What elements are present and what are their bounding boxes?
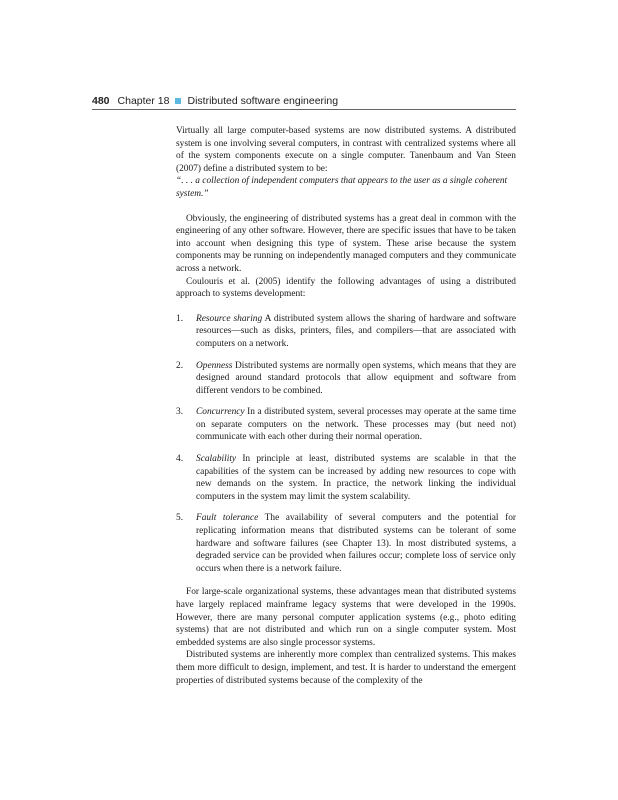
chapter-title: Distributed software engineering <box>187 95 339 107</box>
paragraph: Distributed systems are inherently more complex than centralized systems. This makes them more difficult to design, implement, and test. It is harder to understand the emergent properties of distributed systems because of the complexity of the <box>176 650 516 686</box>
list-text: In principle at least, distributed systems are scalable in that the capabilities of the system can be increased by adding new resources to cope with new demands on the system. In practice, the network linking the individual computers in the system may limit the system scalability. <box>196 454 516 502</box>
header-divider <box>92 109 516 110</box>
paragraph: Coulouris et al. (2005) identify the following advantages of using a distributed approach to systems development: <box>176 276 516 300</box>
definition-quote: “. . . a collection of independent computers that appears to the user as a single coherent system.” <box>176 176 508 199</box>
list-number: 5. <box>176 513 184 524</box>
list-item <box>176 453 516 503</box>
advantages-list <box>176 313 516 576</box>
page-header <box>92 95 516 107</box>
list-item <box>176 512 516 575</box>
list-term: Concurrency <box>196 407 245 418</box>
page-number: 480 <box>92 95 110 107</box>
list-text: A distributed system allows the sharing of hardware and software resources—such as disks, printers, files, and compilers—that are associated with computers on a network. <box>196 313 517 349</box>
list-term: Scalability <box>196 454 237 465</box>
list-number: 3. <box>176 407 184 418</box>
list-text: In a distributed system, several processes may operate at the same time on separate computers on the network. These processes may (but need not) communicate with each other during their normal operation. <box>196 407 516 443</box>
paragraph: For large-scale organizational systems, these advantages mean that distributed systems have largely replaced mainframe legacy systems that were developed in the 1990s. However, there are many personal computer application systems (e.g., photo editing systems) that are not distributed and which run on a single computer system. Most embedded systems are also single processor systems. <box>176 587 516 648</box>
header-marker-square <box>175 98 181 104</box>
list-item <box>176 360 516 398</box>
list-text: Distributed systems are normally open systems, which means that they are designed around standard protocols that allow equipment and software from different vendors to be combined. <box>196 360 516 396</box>
list-number: 2. <box>176 360 184 371</box>
list-text: The availability of several computers and the potential for replicating information means that distributed systems can be tolerant of some hardware and software failures (see Chapter 13). In most distributed systems, a degraded service can be provided when failures occur; complete loss of service only occurs when there is a network failure. <box>196 513 516 574</box>
body-text <box>176 125 516 687</box>
paragraph: Obviously, the engineering of distributed systems has a great deal in common with the engineering of any other software. However, there are specific issues that have to be taken into account when designing this type of system. These arise because the system components may be running on independently managed computers and they communicate across a network. <box>176 213 516 274</box>
list-term: Fault tolerance <box>196 513 259 524</box>
list-term: Resource sharing <box>196 313 263 324</box>
list-item <box>176 406 516 444</box>
list-item <box>176 313 516 351</box>
intro-paragraph: Virtually all large computer-based systems are now distributed systems. A distributed system is one involving several computers, in contrast with centralized systems where all of the system components execute on a single computer. Tanenbaum and Van Steen (2007) define a distributed system to be: <box>176 126 516 174</box>
list-number: 1. <box>176 313 184 324</box>
list-number: 4. <box>176 454 184 465</box>
list-term: Openness <box>196 360 233 371</box>
chapter-label: Chapter 18 <box>117 95 170 107</box>
